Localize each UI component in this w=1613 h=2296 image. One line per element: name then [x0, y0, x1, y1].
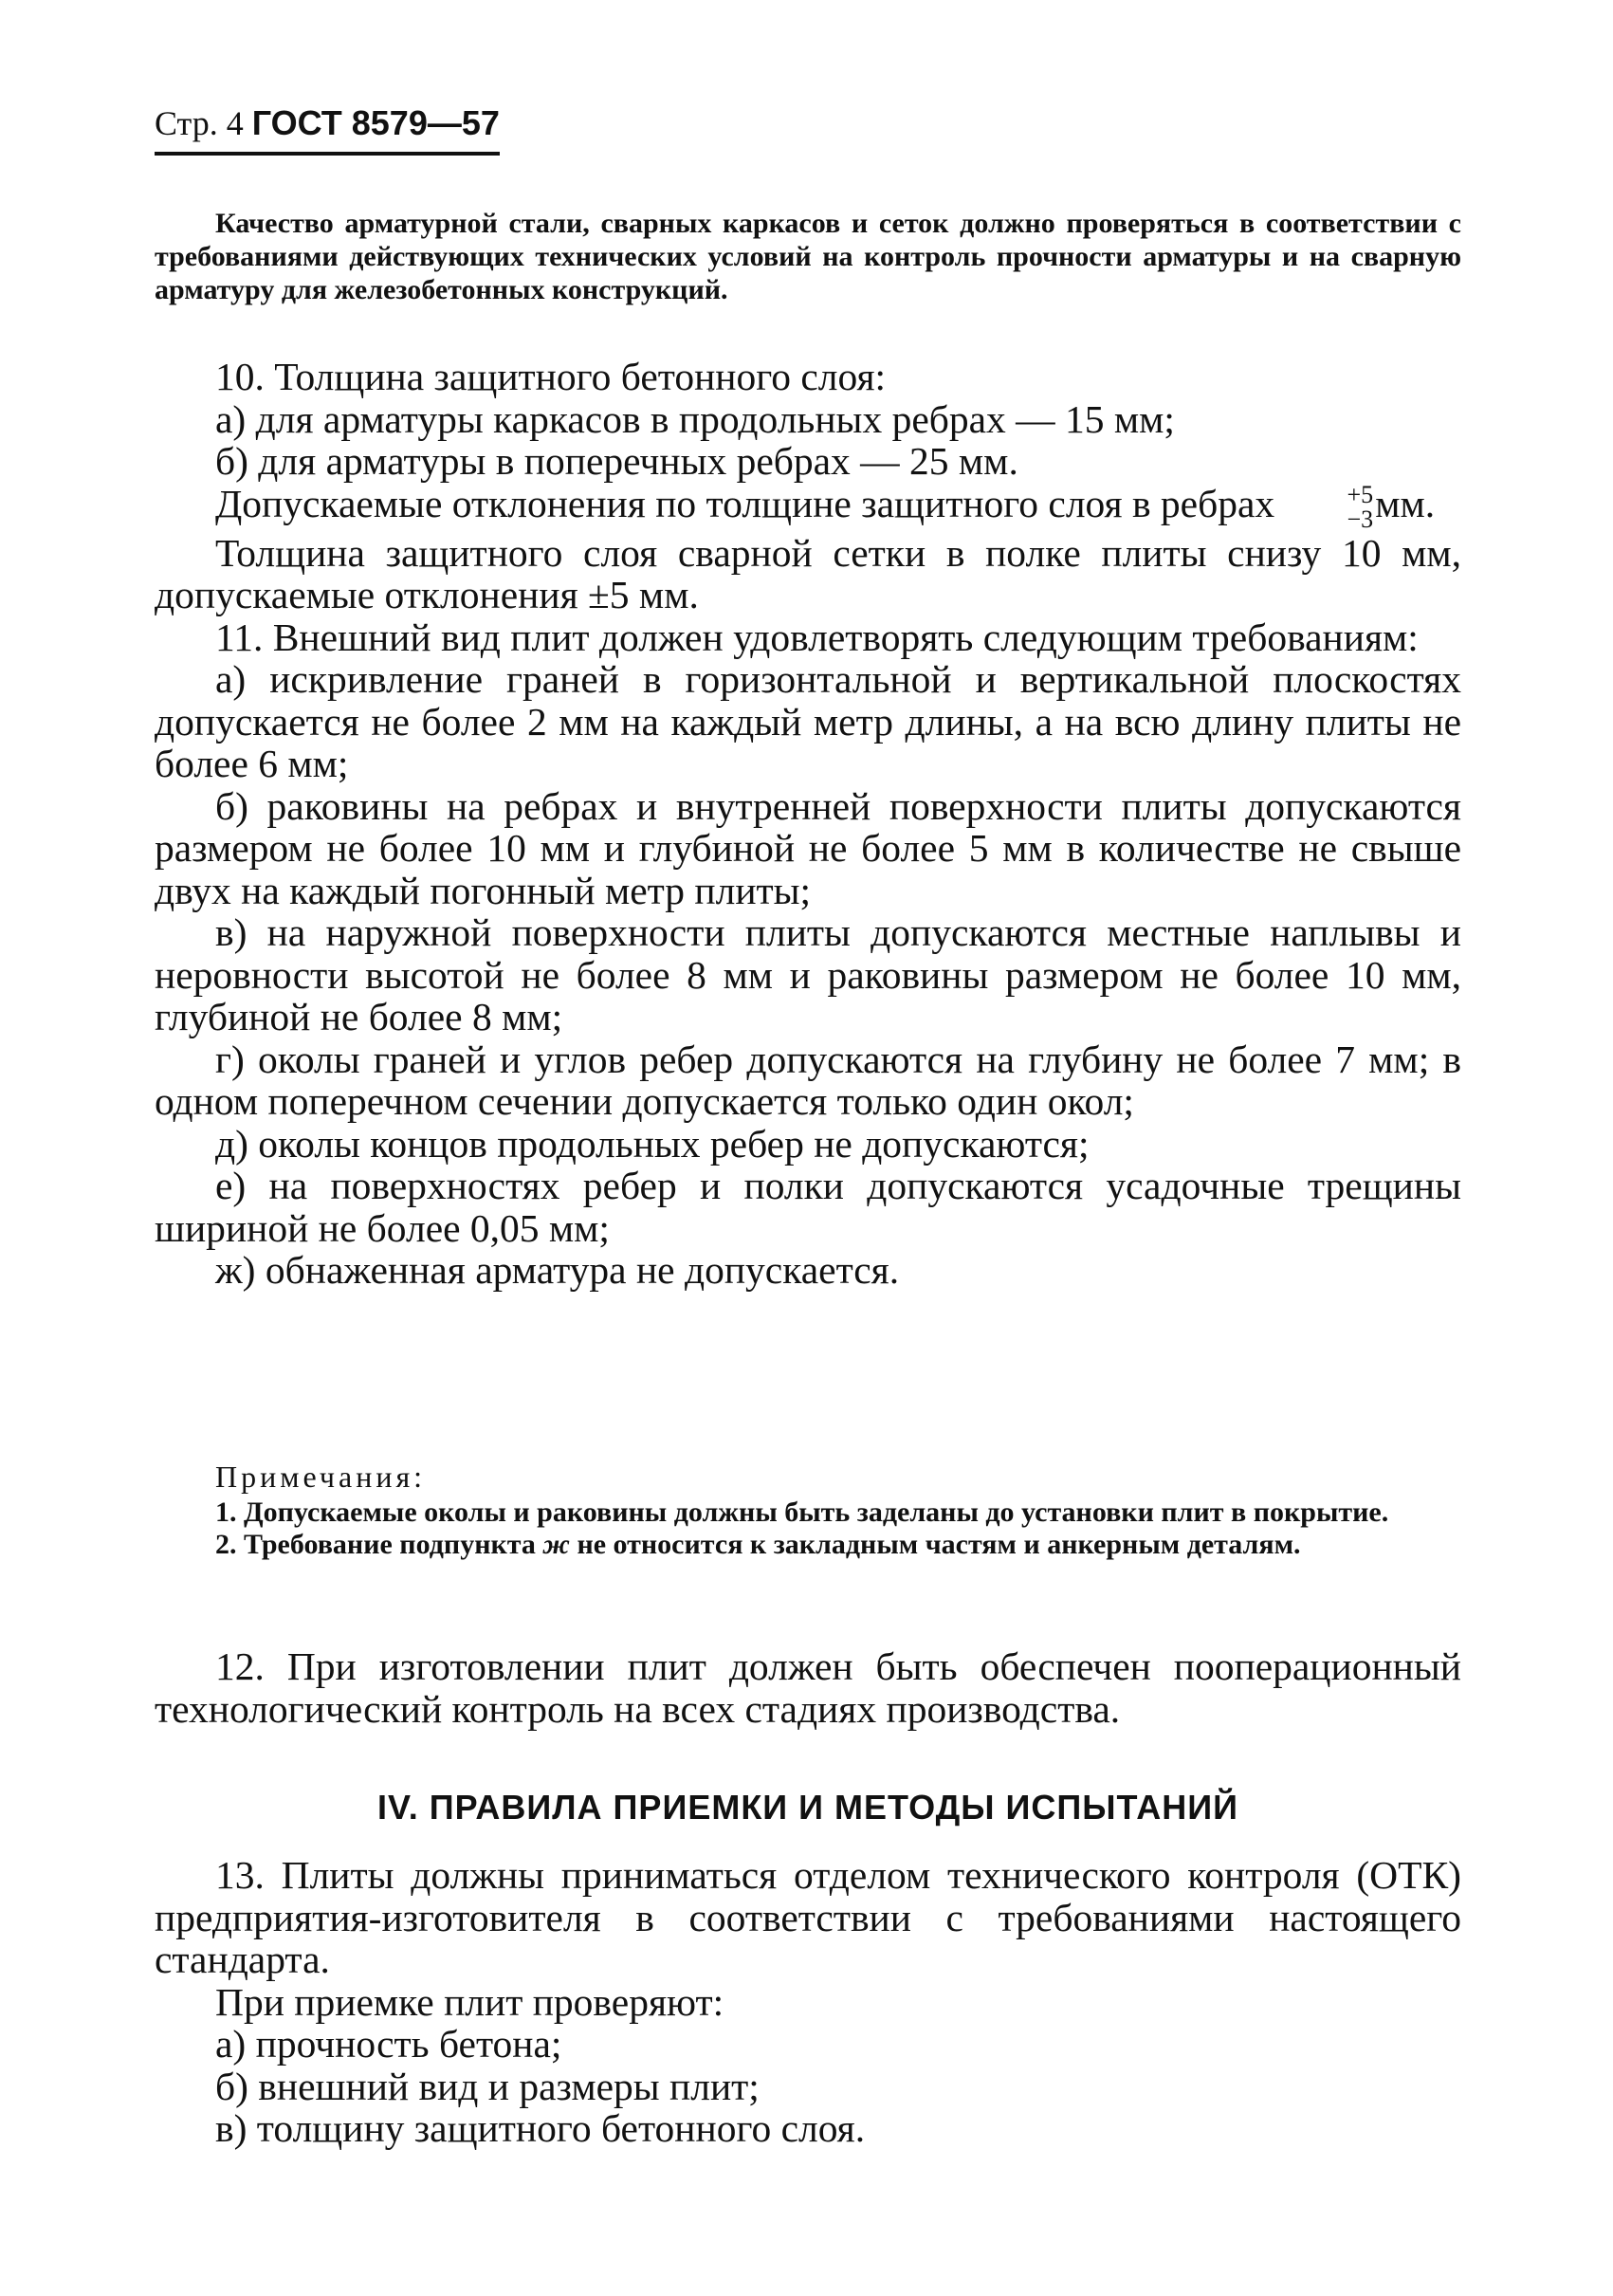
- note-2-prefix: 2. Требование подпункта: [215, 1529, 536, 1560]
- tolerance-suffix: мм.: [1375, 481, 1436, 525]
- intro-paragraph: [155, 207, 1461, 306]
- item-11-title: 11. Внешний вид плит должен удовлетворять следующим требованиям:: [215, 615, 1419, 659]
- item-10-mesh: Толщина защитного слоя сварной сетки в полке плиты снизу 10 мм, допускаемые отклонения ±5 мм.: [155, 530, 1461, 617]
- notes-block: [155, 1460, 1461, 1561]
- item-13-a: а) прочность бетона;: [215, 2022, 562, 2066]
- item-13-b: б) внешний вид и размеры плит;: [215, 2064, 760, 2108]
- item-13-check: При приемке плит проверяют:: [215, 1979, 724, 2024]
- item-11-v: в) на наружной поверхности плиты допускаются местные наплывы и неровности высотой не более 8 мм и раковины размером не более 10 мм, глубиной не более 8 мм;: [155, 910, 1461, 1039]
- note-2-suffix: не относится к закладным частям и анкерным деталям.: [577, 1529, 1301, 1560]
- intro-text: Качество арматурной стали, сварных каркасов и сеток должно проверяться в соответствии с требованиями действующих технических условий на контроль прочности арматуры и на сварную арматуру для железобетонных конструкций.: [155, 208, 1461, 305]
- item-11-a: а) искривление граней в горизонтальной и вертикальной плоскостях допускается не более 2 мм на каждый метр длины, а на всю длину плиты не более 6 мм;: [155, 657, 1461, 786]
- item-10-tolerance: [155, 480, 1461, 533]
- item-10-a: а) для арматуры каркасов в продольных ребрах — 15 мм;: [215, 396, 1175, 441]
- item-12-text: 12. При изготовлении плит должен быть обеспечен пооперационный технологический контроль на всех стадиях производства.: [155, 1644, 1461, 1731]
- item-10-title: 10. Толщина защитного бетонного слоя:: [215, 355, 887, 398]
- item-10: [155, 356, 1461, 1292]
- item-11-g: г) околы граней и углов ребер допускаются на глубину не более 7 мм; в одном поперечном сечении допускается только один окол;: [155, 1037, 1461, 1124]
- item-11-zh: ж) обнаженная арматура не допускается.: [215, 1248, 900, 1293]
- tolerance-prefix: Допускаемые отклонения по толщине защитного слоя в ребрах: [215, 481, 1275, 525]
- section-title: IV. ПРАВИЛА ПРИЕМКИ И МЕТОДЫ ИСПЫТАНИЙ: [376, 1788, 1239, 1827]
- tolerance-minus: −3: [1347, 505, 1374, 533]
- tolerance-plus: +5: [1347, 480, 1374, 508]
- item-11-b: б) раковины на ребрах и внутренней поверхности плиты допускаются размером не более 10 мм и глубиной не более 5 мм в количестве не свыше двух на каждый погонный метр плиты;: [155, 783, 1461, 912]
- notes-title: Примечания:: [215, 1460, 427, 1494]
- note-2: [155, 1529, 1461, 1561]
- item-12: [155, 1645, 1461, 1730]
- item-11-e: е) на поверхностях ребер и полки допускаются усадочные трещины шириной не более 0,05 мм;: [155, 1164, 1461, 1250]
- item-10-b: б) для арматуры в поперечных ребрах — 25 мм.: [215, 439, 1018, 483]
- document-code: ГОСТ 8579—57: [251, 103, 500, 142]
- item-13-v: в) толщину защитного бетонного слоя.: [215, 2106, 866, 2150]
- note-2-letter: ж: [542, 1529, 570, 1560]
- item-13-text: 13. Плиты должны приниматься отделом технического контроля (ОТК) предприятия-изготовителя в соответствии с требованиями настоящего стандарта.: [155, 1853, 1461, 1981]
- page-number: Стр. 4: [155, 104, 244, 142]
- note-1: 1. Допускаемые околы и раковины должны быть заделаны до установки плит в покрытие.: [215, 1497, 1389, 1528]
- item-13: [155, 1854, 1461, 2150]
- item-11-d: д) околы концов продольных ребер не допускаются;: [215, 1121, 1090, 1166]
- page-header: [155, 102, 500, 156]
- tolerance-range: [1287, 480, 1374, 533]
